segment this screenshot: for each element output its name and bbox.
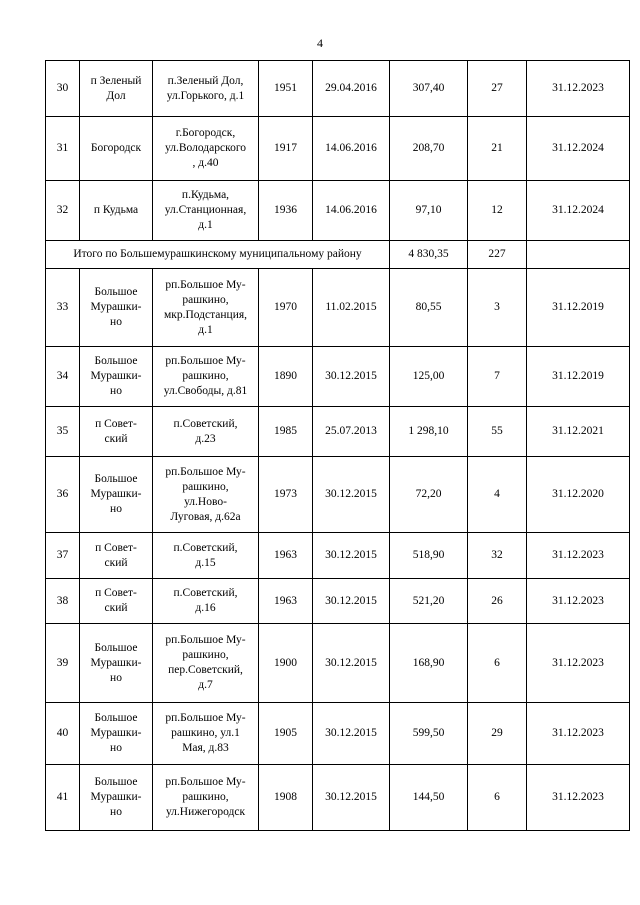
table-row: [46, 181, 630, 241]
settlement-name-line: Большое: [94, 355, 138, 367]
address-cell-line: п.Советский,: [173, 587, 238, 599]
build-year: 1963: [259, 533, 313, 579]
address-cell-line: мкр.Подстанция,: [163, 308, 248, 321]
address-cell-line: д.7: [198, 679, 213, 691]
address-cell-line: ул.Горького, д.1: [166, 89, 245, 102]
row-number: 31: [46, 117, 80, 181]
recognition-date: 30.12.2015: [313, 624, 390, 703]
row-number: 36: [46, 457, 80, 533]
resettlement-deadline: 31.12.2024: [527, 181, 630, 241]
build-year: 1951: [259, 61, 313, 117]
row-number: 37: [46, 533, 80, 579]
address-cell: [153, 407, 259, 457]
settlement-name-line: но: [110, 316, 122, 328]
residents-count: 32: [468, 533, 527, 579]
build-year: 1970: [259, 269, 313, 347]
build-year: 1905: [259, 703, 313, 765]
resettlement-deadline: 31.12.2023: [527, 624, 630, 703]
settlement-name-line: Дол: [106, 89, 126, 102]
subtotal-residents: 227: [468, 241, 527, 269]
recognition-date: 14.06.2016: [313, 181, 390, 241]
page-number: 4: [317, 36, 323, 50]
settlement-name-line: Мурашки-: [90, 656, 142, 669]
settlement-name-line: Мурашки-: [90, 301, 142, 313]
settlement-name: [80, 579, 153, 624]
address-cell-line: д.15: [195, 556, 216, 569]
settlement-name-line: Большое: [94, 776, 138, 788]
area-value: 599,50: [390, 703, 468, 765]
address-cell-line: п.Советский,: [173, 417, 238, 430]
build-year: 1973: [259, 457, 313, 533]
address-cell: [153, 61, 259, 117]
settlement-name-line: Мурашки-: [90, 370, 142, 382]
settlement-name: [80, 347, 153, 407]
resettlement-deadline: 31.12.2021: [527, 407, 630, 457]
settlement-name-line: Большое: [94, 641, 138, 654]
address-cell-line: д.1: [198, 219, 213, 231]
address-cell: [153, 269, 259, 347]
row-number: 33: [46, 269, 80, 347]
residents-count: 21: [468, 117, 527, 181]
address-cell-line: ул.Нижегородск: [165, 806, 246, 818]
address-cell: [153, 533, 259, 579]
settlement-name-line: ский: [104, 556, 128, 569]
residents-count: 4: [468, 457, 527, 533]
resettlement-deadline: 31.12.2019: [527, 347, 630, 407]
address-cell-line: рашкино,: [182, 293, 229, 306]
address-cell-line: д.1: [198, 323, 213, 336]
subtotal-empty-cell: [527, 241, 630, 269]
address-cell-line: ул.Свободы, д.81: [163, 385, 248, 397]
settlement-name: [80, 533, 153, 579]
residents-count: 26: [468, 579, 527, 624]
address-cell-line: рп.Большое Му-: [165, 355, 246, 367]
build-year: 1900: [259, 624, 313, 703]
area-value: 518,90: [390, 533, 468, 579]
settlement-name-line: п Зеленый: [90, 74, 142, 87]
address-cell-line: рашкино,: [182, 649, 229, 661]
address-cell: [153, 624, 259, 703]
address-cell-line: Луговая, д.62а: [170, 510, 241, 523]
build-year: 1985: [259, 407, 313, 457]
resettlement-deadline: 31.12.2023: [527, 579, 630, 624]
settlement-name: [80, 61, 153, 117]
resettlement-deadline: 31.12.2023: [527, 61, 630, 117]
address-cell-line: рп.Большое Му-: [165, 634, 246, 646]
recognition-date: 30.12.2015: [313, 579, 390, 624]
table-row: [46, 117, 630, 181]
build-year: 1963: [259, 579, 313, 624]
resettlement-deadline: 31.12.2023: [527, 533, 630, 579]
settlement-name-line: Большое: [94, 712, 138, 724]
settlement-name-line: Мурашки-: [90, 727, 142, 739]
settlement-name-line: п Совет-: [95, 587, 137, 599]
settlement-name-line: п Совет-: [95, 417, 137, 430]
recognition-date: 25.07.2013: [313, 407, 390, 457]
address-cell-line: д.16: [195, 602, 216, 614]
residents-count: 6: [468, 624, 527, 703]
row-number: 38: [46, 579, 80, 624]
table-row: [46, 407, 630, 457]
residents-count: 6: [468, 765, 527, 831]
address-cell-line: рп.Большое Му-: [165, 278, 246, 291]
address-cell-line: п.Советский,: [173, 541, 238, 554]
settlement-name: [80, 765, 153, 831]
build-year: 1936: [259, 181, 313, 241]
residents-count: 27: [468, 61, 527, 117]
recognition-date: 11.02.2015: [313, 269, 390, 347]
area-value: 168,90: [390, 624, 468, 703]
settlement-name: [80, 269, 153, 347]
recognition-date: 30.12.2015: [313, 347, 390, 407]
settlement-name: [80, 117, 153, 181]
settlement-name-line: ский: [104, 432, 128, 445]
area-value: 72,20: [390, 457, 468, 533]
subtotal-row: [46, 241, 630, 269]
settlement-name-line: Богородск: [90, 142, 142, 154]
settlement-name-line: но: [110, 385, 122, 397]
resettlement-deadline: 31.12.2023: [527, 765, 630, 831]
settlement-name: [80, 457, 153, 533]
settlement-name-line: но: [110, 671, 122, 684]
row-number: 34: [46, 347, 80, 407]
residents-count: 29: [468, 703, 527, 765]
address-cell: [153, 579, 259, 624]
table-row: [46, 703, 630, 765]
housing-registry-table: [45, 60, 630, 831]
subtotal-area: 4 830,35: [390, 241, 468, 269]
address-cell-line: рашкино,: [182, 370, 229, 382]
resettlement-deadline: 31.12.2023: [527, 703, 630, 765]
resettlement-deadline: 31.12.2019: [527, 269, 630, 347]
address-cell-line: д.23: [195, 432, 216, 445]
address-cell-line: ул.Ново-: [184, 495, 227, 508]
resettlement-deadline: 31.12.2024: [527, 117, 630, 181]
settlement-name: [80, 703, 153, 765]
address-cell-line: п.Зеленый Дол,: [167, 74, 244, 87]
area-value: 125,00: [390, 347, 468, 407]
subtotal-label: Итого по Большемурашкинскому муниципальному району: [46, 241, 390, 269]
settlement-name: [80, 181, 153, 241]
row-number: 40: [46, 703, 80, 765]
area-value: 144,50: [390, 765, 468, 831]
table-row: [46, 624, 630, 703]
address-cell-line: рашкино,: [182, 791, 229, 803]
recognition-date: 30.12.2015: [313, 457, 390, 533]
settlement-name-line: Большое: [94, 286, 138, 298]
address-cell-line: ул.Станционная,: [164, 204, 247, 216]
settlement-name-line: Большое: [94, 473, 138, 485]
area-value: 1 298,10: [390, 407, 468, 457]
area-value: 80,55: [390, 269, 468, 347]
resettlement-deadline: 31.12.2020: [527, 457, 630, 533]
address-cell: [153, 765, 259, 831]
residents-count: 7: [468, 347, 527, 407]
address-cell-line: , д.40: [192, 157, 219, 169]
address-cell-line: рашкино, ул.1: [171, 727, 240, 739]
row-number: 30: [46, 61, 80, 117]
recognition-date: 30.12.2015: [313, 765, 390, 831]
row-number: 35: [46, 407, 80, 457]
address-cell-line: г.Богородск,: [175, 127, 236, 139]
recognition-date: 30.12.2015: [313, 703, 390, 765]
settlement-name: [80, 407, 153, 457]
address-cell-line: рп.Большое Му-: [165, 776, 246, 788]
area-value: 208,70: [390, 117, 468, 181]
table-row: [46, 533, 630, 579]
settlement-name: [80, 624, 153, 703]
address-cell-line: пер.Советский,: [168, 664, 243, 676]
area-value: 97,10: [390, 181, 468, 241]
row-number: 41: [46, 765, 80, 831]
table-row: [46, 579, 630, 624]
table-row: [46, 765, 630, 831]
settlement-name-line: но: [110, 742, 122, 754]
recognition-date: 14.06.2016: [313, 117, 390, 181]
build-year: 1917: [259, 117, 313, 181]
address-cell-line: п.Кудьма,: [181, 189, 230, 201]
build-year: 1890: [259, 347, 313, 407]
address-cell: [153, 117, 259, 181]
table-row: [46, 61, 630, 117]
address-cell-line: рашкино,: [182, 480, 229, 493]
table-row: [46, 457, 630, 533]
settlement-name-line: но: [110, 806, 122, 818]
settlement-name-line: ский: [104, 602, 128, 614]
address-cell-line: рп.Большое Му-: [165, 712, 246, 724]
row-number: 39: [46, 624, 80, 703]
address-cell-line: ул.Володарского: [164, 142, 247, 154]
address-cell: [153, 347, 259, 407]
address-cell: [153, 703, 259, 765]
settlement-name-line: Мурашки-: [90, 791, 142, 803]
settlement-name-line: п Совет-: [95, 541, 137, 554]
settlement-name-line: Мурашки-: [90, 488, 142, 500]
recognition-date: 30.12.2015: [313, 533, 390, 579]
area-value: 307,40: [390, 61, 468, 117]
settlement-name-line: но: [110, 503, 122, 515]
area-value: 521,20: [390, 579, 468, 624]
address-cell-line: Мая, д.83: [182, 742, 229, 754]
build-year: 1908: [259, 765, 313, 831]
residents-count: 3: [468, 269, 527, 347]
address-cell-line: рп.Большое Му-: [165, 465, 246, 478]
address-cell: [153, 457, 259, 533]
address-cell: [153, 181, 259, 241]
residents-count: 12: [468, 181, 527, 241]
table-row: [46, 347, 630, 407]
settlement-name-line: п Кудьма: [93, 204, 139, 216]
table-row: [46, 269, 630, 347]
residents-count: 55: [468, 407, 527, 457]
recognition-date: 29.04.2016: [313, 61, 390, 117]
row-number: 32: [46, 181, 80, 241]
